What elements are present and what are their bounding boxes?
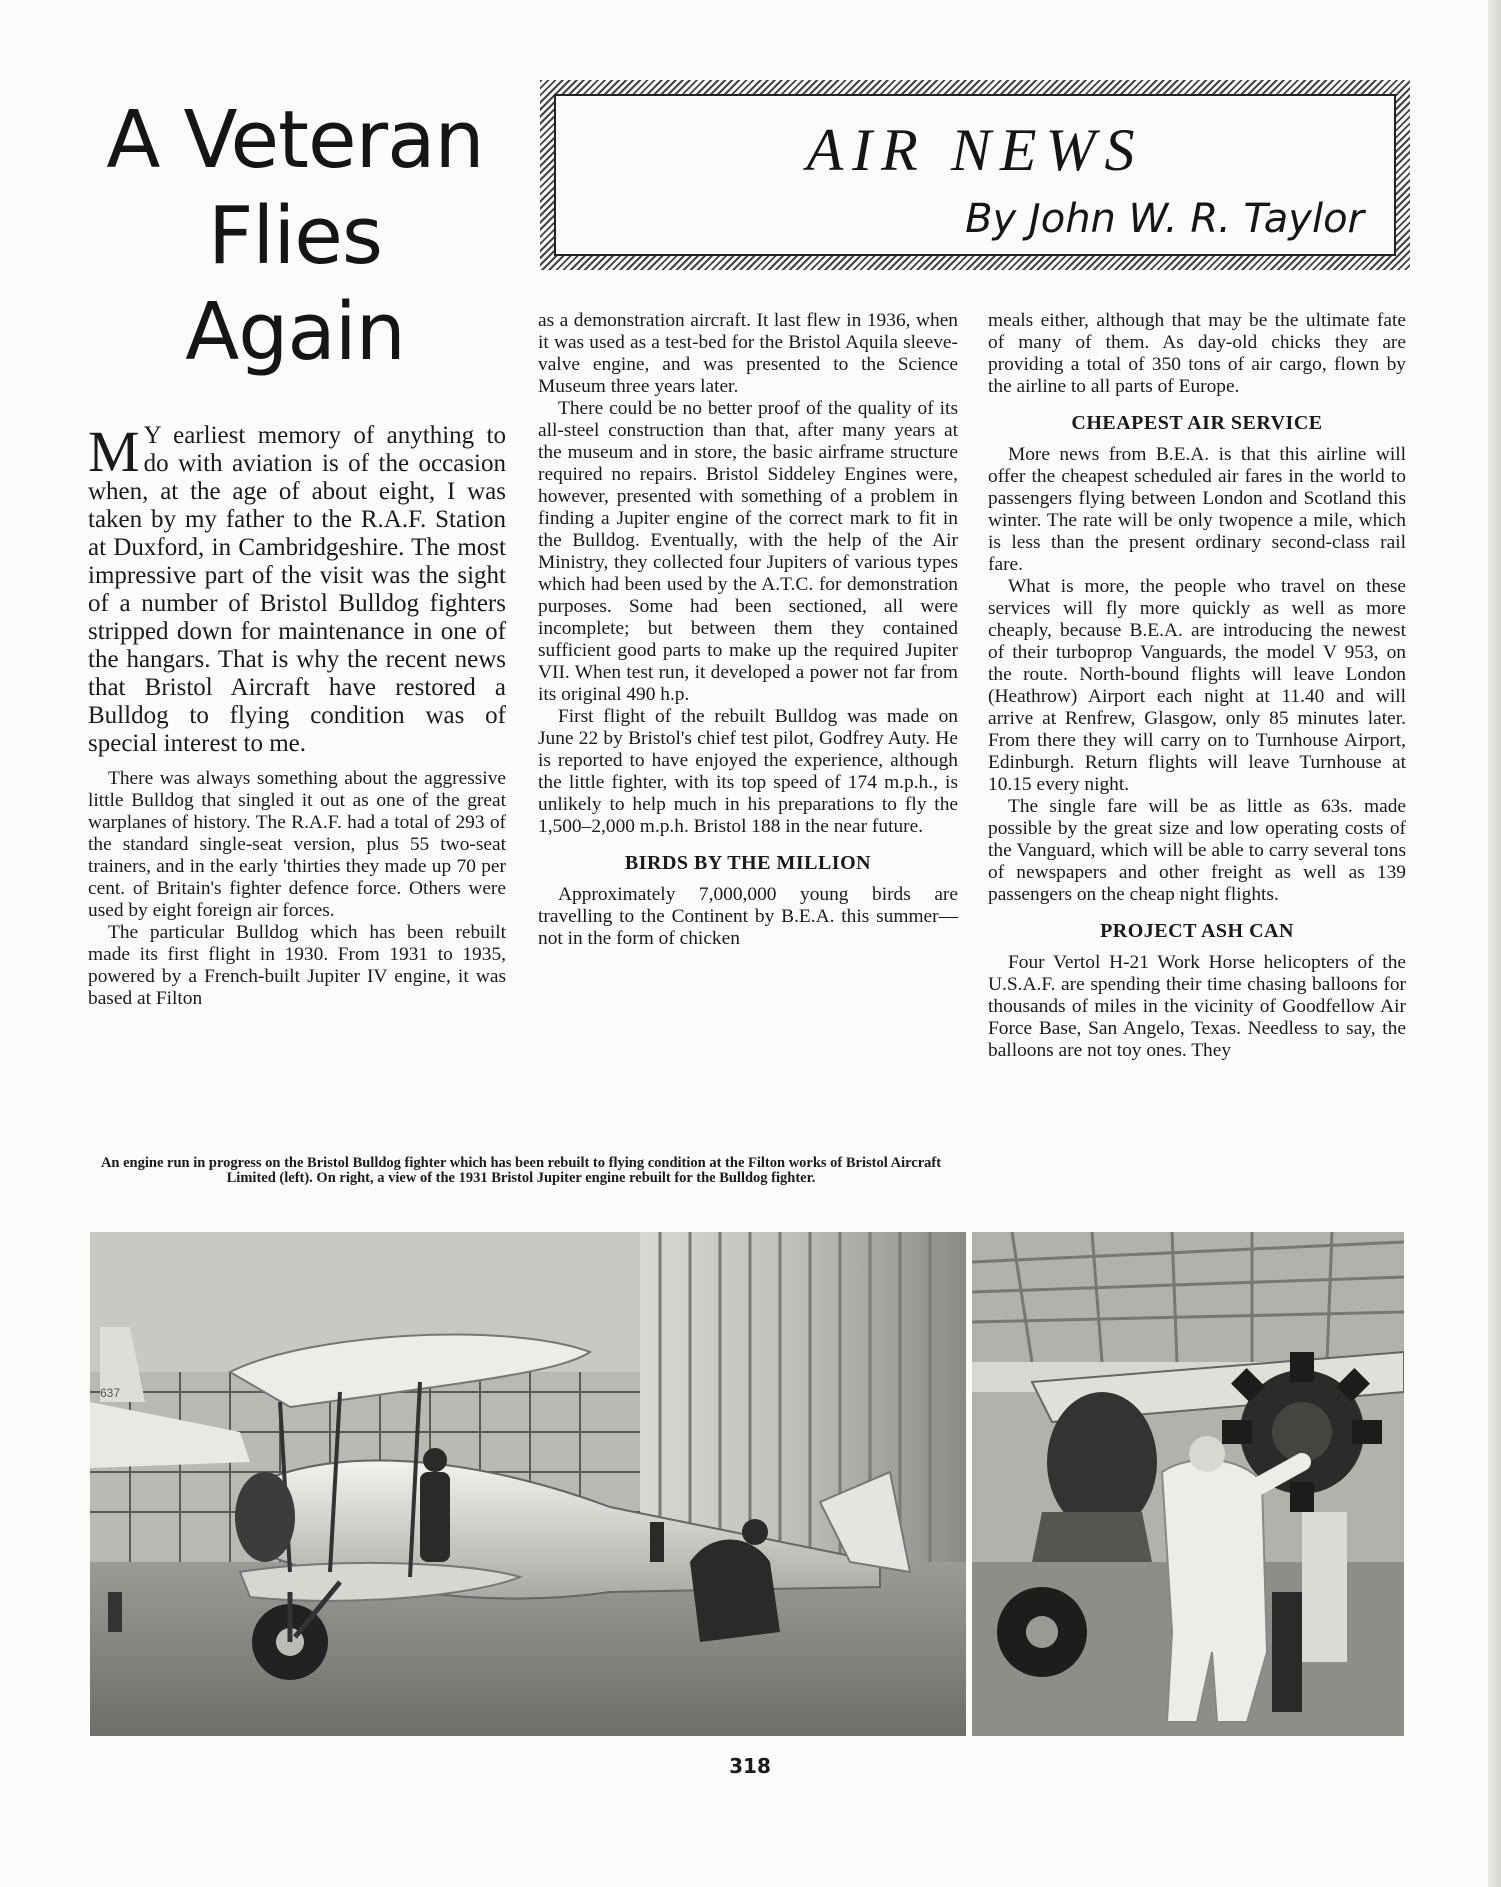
column-1 — [88, 419, 506, 1010]
photo-jupiter-engine — [972, 1232, 1404, 1736]
subheading-ashcan: PROJECT ASH CAN — [1100, 920, 1294, 942]
column-3 — [988, 310, 1406, 1062]
paragraph: The particular Bulldog which has been rebuilt made its first flight in 1930. From 1931 to 1935, powered by a French-built Jupiter IV engine, it was based at Filton — [88, 922, 506, 1009]
paragraph: First flight of the rebuilt Bulldog was made on June 22 by Bristol's chief test pilot, Godfrey Auty. He is reported to have enjoyed the experience, although the little fighter, with its top speed of 174 m.p.h., is unlikely to help much in his preparations to fly the 1,500–2,000 m.p.h. Bristol 188 in the near future. — [538, 706, 958, 837]
article-title — [80, 92, 510, 380]
photo-caption: An engine run in progress on the Bristol Bulldog fighter which has been rebuilt to flying condition at the Filton works of Bristol Aircraft Limited (left). On right, a view of the 1931 Bristol Jupiter engine rebuilt for the Bulldog fighter. — [100, 1155, 942, 1186]
subheading-cheapest: CHEAPEST AIR SERVICE — [1071, 412, 1323, 434]
paragraph: What is more, the people who travel on these services will fly more quickly as well as more cheaply, because B.E.A. are introducing the newest of their turboprop Vanguards, the model V 953, on the route. North-bound flights will leave London (Heathrow) Airport each night at 11.40 and will arrive at Renfrew, Glasgow, only 85 minutes later. From there they will carry on to Turnhouse Airport, Edinburgh. Return flights will leave Turnhouse at 10.15 every night. — [988, 576, 1406, 795]
lead-paragraph — [88, 419, 506, 758]
page-edge — [1488, 0, 1501, 1887]
paragraph: meals either, although that may be the ultimate fate of many of them. As day-old chicks they are providing a total of 350 tons of air cargo, flown by the airline to all parts of Europe. — [988, 310, 1406, 397]
photo-bulldog-biplane — [90, 1232, 966, 1736]
byline: By John W. R. Taylor — [965, 196, 1364, 242]
paragraph: There could be no better proof of the quality of its all-steel construction than that, after many years at the museum and in store, the basic airframe structure required no repairs. Bristol Siddeley Engines were, however, presented with something of a problem in finding a Jupiter engine of the correct mark to fit in the Bulldog. Eventually, with the help of the Air Ministry, they collected four Jupiters of various types which had been used by the A.T.C. for demonstration purposes. Some had been sectioned, all were incomplete; but between them they contained sufficient good parts to make up the required Jupiter VII. When test run, it developed a power not far from its original 490 h.p. — [538, 398, 958, 705]
aircraft-marking: 637 — [100, 1386, 121, 1400]
paragraph: Four Vertol H-21 Work Horse helicopters of the U.S.A.F. are spending their time chasing balloons for thousands of miles in the vicinity of Goodfellow Air Force Base, San Angelo, Texas. Needless to say, the balloons are not toy ones. They — [988, 952, 1406, 1061]
column-2 — [538, 310, 958, 950]
subheading-birds: BIRDS BY THE MILLION — [624, 852, 872, 874]
header-inner-frame — [554, 94, 1396, 256]
title-line-3: Again — [185, 286, 405, 378]
engine-photo-illustration — [972, 1232, 1404, 1736]
paragraph: There was always something about the aggressive little Bulldog that singled it out as one of the great warplanes of history. The R.A.F. had a total of 293 of the standard single-seat version, plus 55 two-seat trainers, and in the early 'thirties they made up 70 per cent. of Britain's fighter defence force. Others were used by eight foreign air forces. — [88, 768, 506, 921]
paragraph: More news from B.E.A. is that this airline will offer the cheapest scheduled air fares in the world to passengers flying between London and Scotland this winter. The rate will be only twopence a mile, which is less than the present ordinary second-class rail fare. — [988, 444, 1406, 575]
bulldog-photo-illustration — [90, 1232, 966, 1736]
title-line-1: A Veteran — [106, 94, 484, 186]
paragraph: as a demonstration aircraft. It last flew in 1936, when it was used as a test-bed for the Bristol Aquila sleeve-valve engine, and was presented to the Science Museum three years later. — [538, 310, 958, 397]
lead-text: Y earliest memory of anything to do with aviation is of the occasion when, at the age of about eight, I was taken by my father to the R.A.F. Station at Duxford, in Cambridgeshire. The most impressive part of the visit was the sight of a number of Bristol Bulldog fighters stripped down for maintenance in one of the hangars. That is why the recent news that Bristol Aircraft have restored a Bulldog to flying condition was of special interest to me. — [88, 422, 506, 757]
paragraph: The single fare will be as little as 63s. made possible by the great size and low operating costs of the Vanguard, which will be able to carry several tons of newspapers and other freight as well as 139 passengers on the cheap night flights. — [988, 796, 1406, 905]
drop-cap: M — [88, 419, 140, 484]
air-news-header — [540, 80, 1410, 270]
page-number: 318 — [729, 1754, 771, 1778]
title-line-2: Flies — [207, 190, 383, 282]
paragraph: Approximately 7,000,000 young birds are travelling to the Continent by B.E.A. this summer—not in the form of chicken — [538, 884, 958, 949]
section-title: AIR NEWS — [806, 117, 1144, 183]
